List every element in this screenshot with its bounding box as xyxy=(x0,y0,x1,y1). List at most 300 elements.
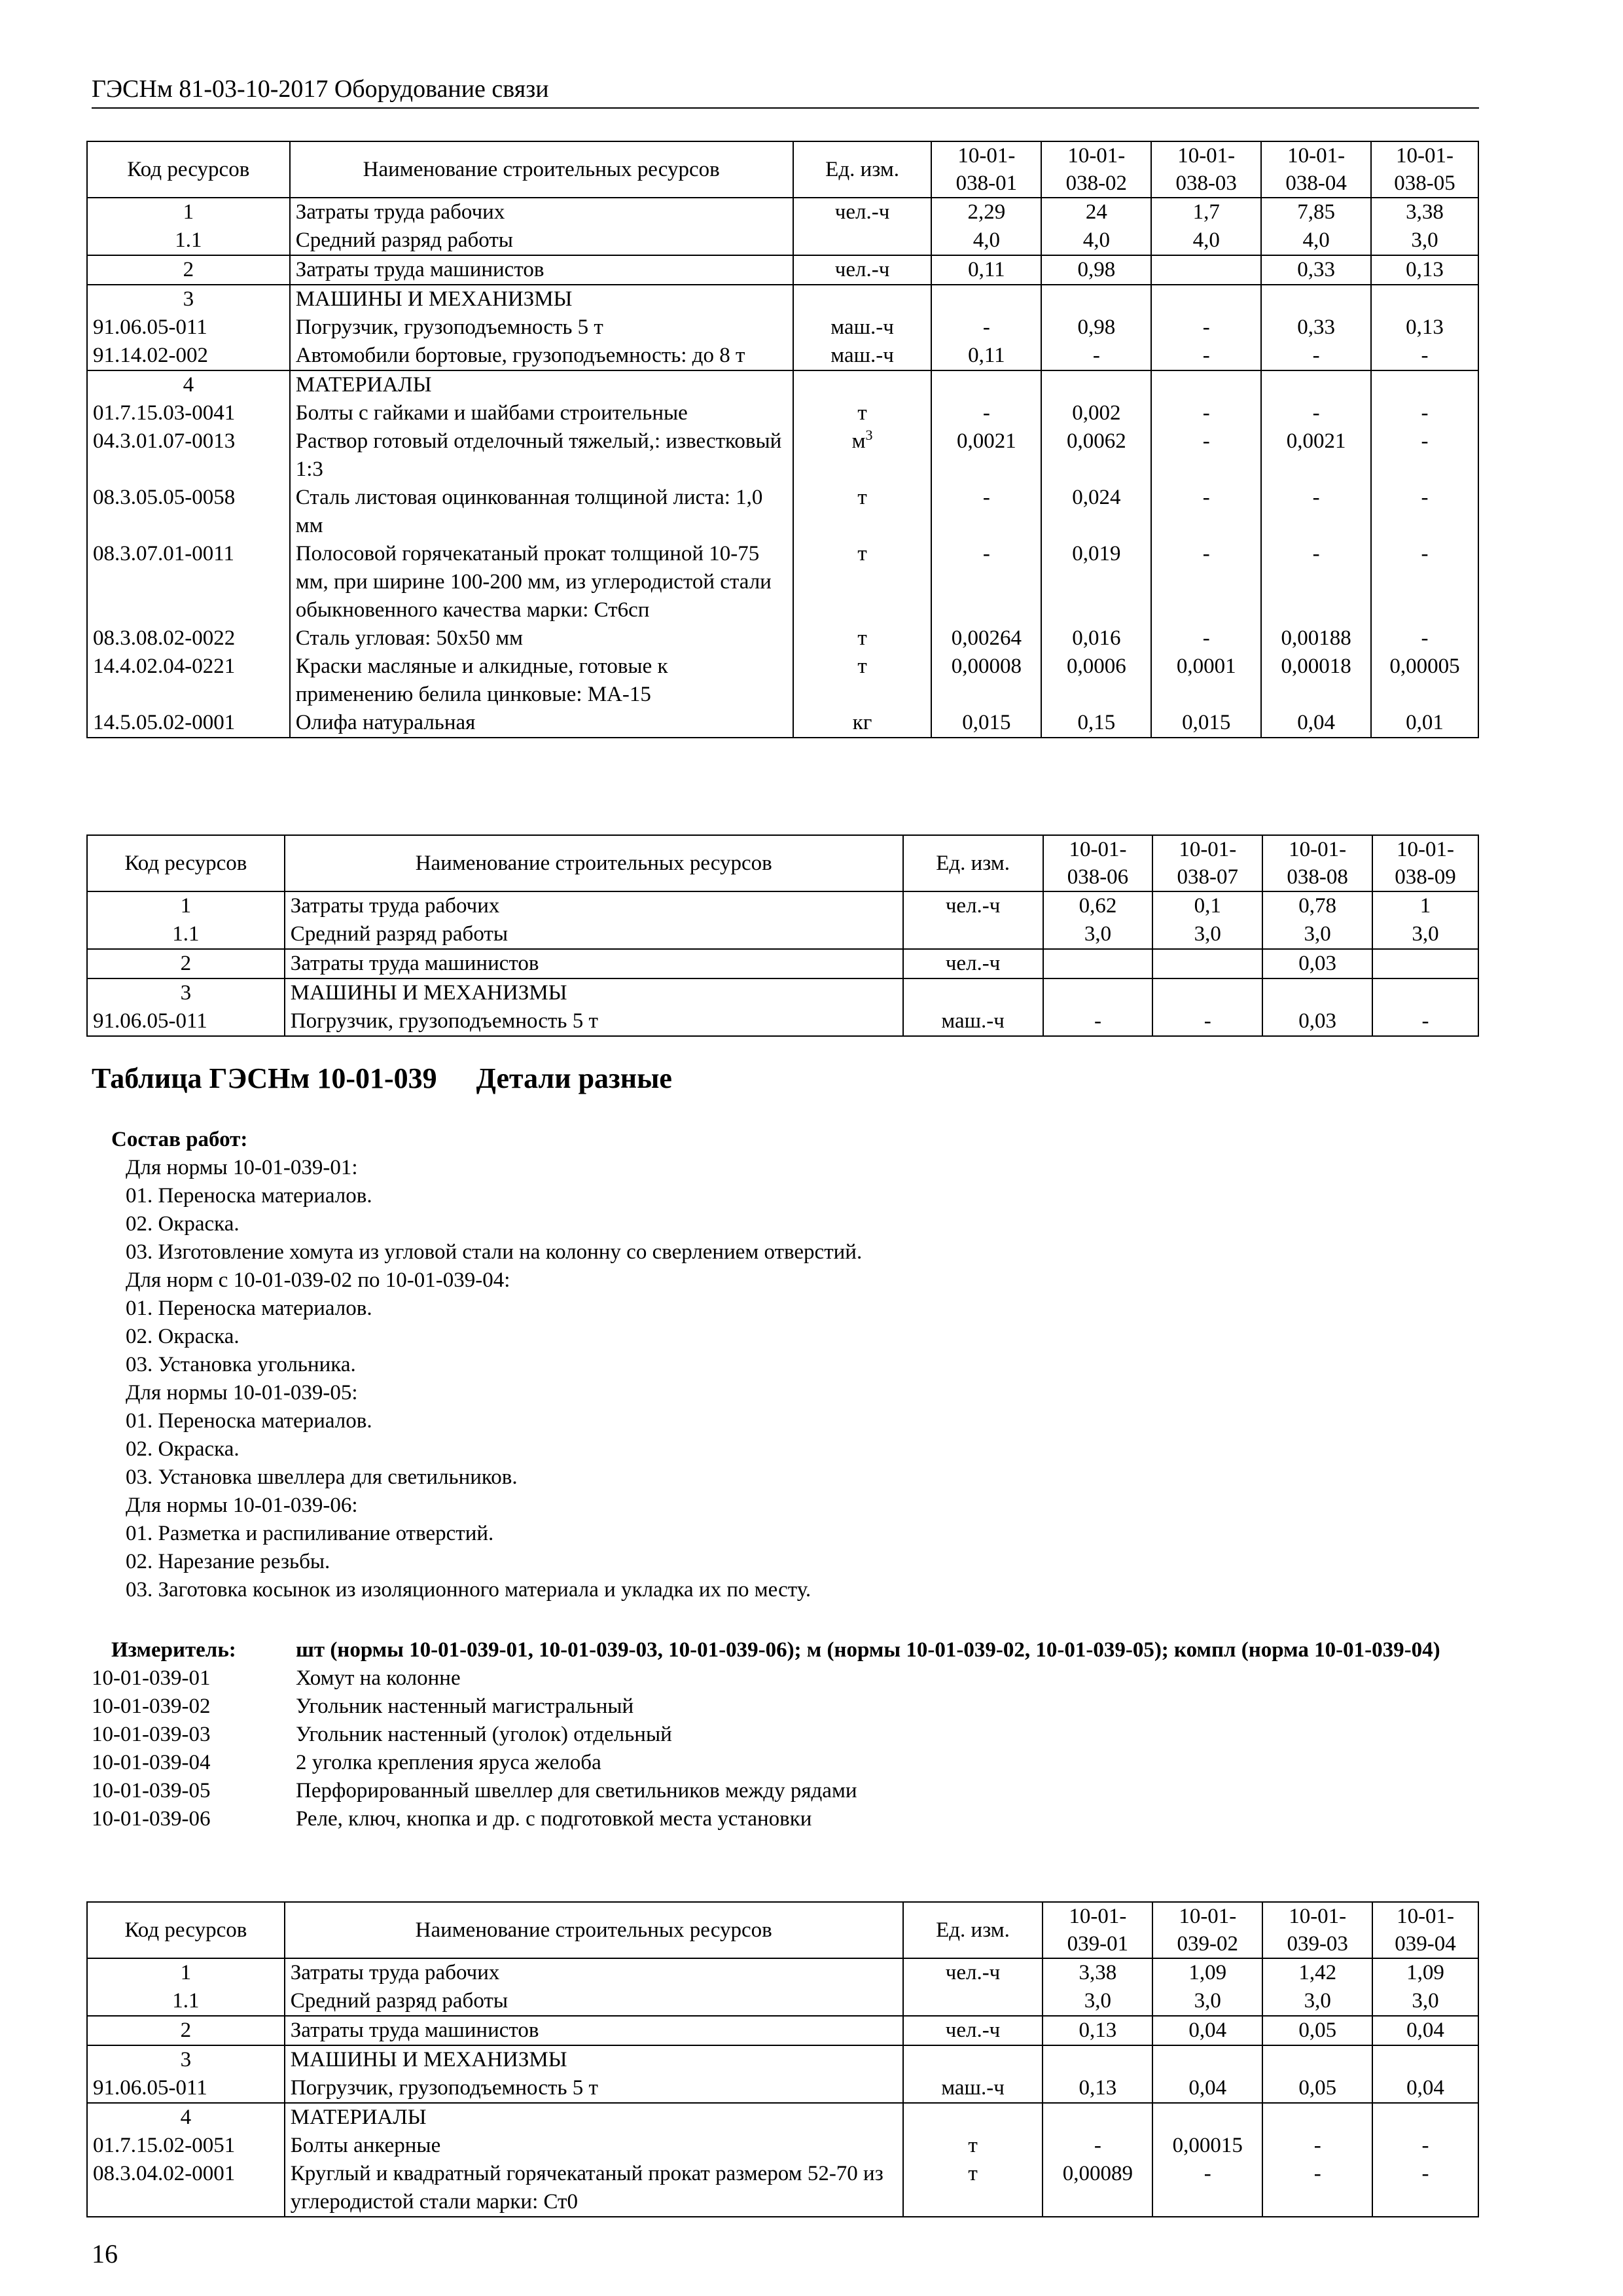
composition-item: 01. Переноска материалов. xyxy=(126,1184,372,1208)
resource-code: 1 xyxy=(87,198,290,226)
resource-code: 3 xyxy=(87,2045,285,2074)
resource-code: 01.7.15.02-0051 xyxy=(87,2132,285,2160)
unit xyxy=(903,2045,1043,2074)
resource-code: 3 xyxy=(87,285,290,314)
unit: маш.-ч xyxy=(793,314,932,342)
composition-item: 03. Установка угольника. xyxy=(126,1353,356,1376)
table-row xyxy=(87,198,1478,226)
norm-item xyxy=(92,1805,1479,1833)
column-header: Ед. изм. xyxy=(793,141,932,198)
resource-code: 14.4.02.04-0221 xyxy=(87,653,290,709)
composition-item: 02. Окраска. xyxy=(126,1437,240,1461)
norm-value: - xyxy=(1152,2160,1262,2217)
composition-item: 03. Установка швеллера для светильников. xyxy=(126,1465,518,1489)
composition-item: 01. Разметка и распиливание отверстий. xyxy=(126,1522,494,1545)
table-row xyxy=(87,427,1478,484)
composition-item: 01. Переноска материалов. xyxy=(126,1409,372,1433)
table-row xyxy=(87,2074,1478,2103)
column-header: 10-01- 039-04 xyxy=(1372,1902,1478,1958)
norm-value: 3,0 xyxy=(1262,1987,1372,2016)
norm-value: 0,00264 xyxy=(931,624,1041,653)
norm-value xyxy=(931,370,1041,399)
unit: маш.-ч xyxy=(903,1007,1043,1036)
resource-name: МАШИНЫ И МЕХАНИЗМЫ xyxy=(290,285,793,314)
resource-name: МАШИНЫ И МЕХАНИЗМЫ xyxy=(285,2045,903,2074)
norm-value: 0,00089 xyxy=(1043,2160,1152,2217)
norm-value: 1,09 xyxy=(1372,1958,1478,1987)
unit xyxy=(793,226,932,255)
resource-code: 1.1 xyxy=(87,226,290,255)
norm-value xyxy=(1152,2103,1262,2132)
norm-value xyxy=(1043,2045,1152,2074)
norm-value: - xyxy=(1262,2160,1372,2217)
meter-block xyxy=(92,1636,1479,1833)
meter-value: шт (нормы 10-01-039-01, 10-01-039-03, 10-01-039-06); м (нормы 10-01-039-02, 10-01-039-05); компл (норма 10-01-039-04) xyxy=(296,1638,1440,1662)
unit: т xyxy=(793,540,932,624)
norm-value: 0,024 xyxy=(1041,484,1151,540)
norm-value: 4,0 xyxy=(1261,226,1371,255)
resource-code: 2 xyxy=(87,949,285,978)
norm-item xyxy=(92,1721,1479,1749)
table-row xyxy=(87,2132,1478,2160)
norm-value xyxy=(1152,978,1262,1007)
column-header: 10-01- 038-07 xyxy=(1152,835,1262,891)
norm-value xyxy=(1372,949,1478,978)
norm-value xyxy=(1372,2045,1478,2074)
norm-value: 0,0021 xyxy=(1261,427,1371,484)
norm-code: 10-01-039-03 xyxy=(92,1723,211,1746)
unit xyxy=(793,285,932,314)
norm-value: 0,13 xyxy=(1043,2016,1152,2045)
table-row xyxy=(87,2160,1478,2217)
table-row xyxy=(87,1007,1478,1036)
resource-name: МАТЕРИАЛЫ xyxy=(290,370,793,399)
norm-value: 3,0 xyxy=(1043,920,1153,949)
norm-value xyxy=(1041,285,1151,314)
norm-value: 0,15 xyxy=(1041,709,1151,738)
norm-value xyxy=(1262,2103,1372,2132)
column-header: 10-01- 038-04 xyxy=(1261,141,1371,198)
column-header: 10-01- 039-01 xyxy=(1043,1902,1152,1958)
norm-value xyxy=(1261,370,1371,399)
norm-value: 0,0006 xyxy=(1041,653,1151,709)
table-row xyxy=(87,2045,1478,2074)
meter-row xyxy=(92,1636,1479,1664)
norm-value: 0,11 xyxy=(931,255,1041,285)
resource-code: 08.3.08.02-0022 xyxy=(87,624,290,653)
norm-value: 3,0 xyxy=(1262,920,1372,949)
norm-value: 2,29 xyxy=(931,198,1041,226)
unit: чел.-ч xyxy=(793,198,932,226)
resource-code: 91.06.05-011 xyxy=(87,1007,285,1036)
norm-value: 0,00008 xyxy=(931,653,1041,709)
page-number: 16 xyxy=(92,2239,118,2269)
norm-value: 0,33 xyxy=(1261,255,1371,285)
unit: т xyxy=(793,653,932,709)
norm-value: - xyxy=(1262,2132,1372,2160)
norm-description: Хомут на колонне xyxy=(296,1666,461,1690)
table-row xyxy=(87,653,1478,709)
norm-value: 1 xyxy=(1372,891,1478,920)
table-row xyxy=(87,1958,1478,1987)
unit: $м^3$ xyxy=(793,427,932,484)
norm-value: - xyxy=(931,484,1041,540)
unit: т xyxy=(903,2160,1043,2217)
norm-value: 4,0 xyxy=(1041,226,1151,255)
norm-value xyxy=(1151,255,1261,285)
column-header: Код ресурсов xyxy=(87,835,285,891)
norm-value xyxy=(1262,2045,1372,2074)
resource-name: Краски масляные и алкидные, готовые к применению белила цинковые: МА-15 xyxy=(290,653,793,709)
unit-exponent: 3 xyxy=(865,427,873,443)
composition-item: 01. Переноска материалов. xyxy=(126,1297,372,1320)
resource-name: Затраты труда рабочих xyxy=(285,891,903,920)
norm-value xyxy=(1151,370,1261,399)
resource-name: Болты с гайками и шайбами строительные xyxy=(290,399,793,427)
resource-name: Погрузчик, грузоподъемность 5 т xyxy=(285,2074,903,2103)
norm-value: - xyxy=(1371,427,1478,484)
unit xyxy=(903,978,1043,1007)
table-row xyxy=(87,949,1478,978)
table-row xyxy=(87,540,1478,624)
column-header: 10-01- 038-05 xyxy=(1371,141,1478,198)
norm-value: 0,13 xyxy=(1371,314,1478,342)
table-row xyxy=(87,920,1478,949)
norm-value: 0,04 xyxy=(1261,709,1371,738)
unit: т xyxy=(793,624,932,653)
unit xyxy=(793,370,932,399)
resource-code: 01.7.15.03-0041 xyxy=(87,399,290,427)
unit xyxy=(903,920,1043,949)
norm-value: - xyxy=(1151,399,1261,427)
meter-label: Измеритель: xyxy=(111,1638,236,1662)
norm-value: 3,38 xyxy=(1043,1958,1152,1987)
norm-value: 4,0 xyxy=(1151,226,1261,255)
norm-value: - xyxy=(1151,624,1261,653)
norm-value: 0,05 xyxy=(1262,2016,1372,2045)
composition-item: 02. Нарезание резьбы. xyxy=(126,1550,330,1573)
norm-value: 0,78 xyxy=(1262,891,1372,920)
table-row xyxy=(87,342,1478,370)
norm-value: 0,00015 xyxy=(1152,2132,1262,2160)
resource-code: 1 xyxy=(87,891,285,920)
norm-value: 0,11 xyxy=(931,342,1041,370)
norm-value: 4,0 xyxy=(931,226,1041,255)
table-row xyxy=(87,1987,1478,2016)
resource-code: 1 xyxy=(87,1958,285,1987)
norm-item xyxy=(92,1693,1479,1721)
norm-value: - xyxy=(1261,399,1371,427)
column-header: Код ресурсов xyxy=(87,141,290,198)
norm-value: 0,04 xyxy=(1372,2074,1478,2103)
norm-value: 0,04 xyxy=(1372,2016,1478,2045)
table-row xyxy=(87,2016,1478,2045)
resource-name: МАШИНЫ И МЕХАНИЗМЫ xyxy=(285,978,903,1007)
norm-value: 0,00005 xyxy=(1371,653,1478,709)
table-row xyxy=(87,891,1478,920)
unit: чел.-ч xyxy=(903,891,1043,920)
norm-description: Угольник настенный магистральный xyxy=(296,1695,634,1718)
norm-value xyxy=(1261,285,1371,314)
table-header-row xyxy=(87,1902,1478,1958)
table-row xyxy=(87,370,1478,399)
resource-code: 04.3.01.07-0013 xyxy=(87,427,290,484)
norm-value: - xyxy=(1151,342,1261,370)
resource-code: 08.3.05.05-0058 xyxy=(87,484,290,540)
resource-code: 91.14.02-002 xyxy=(87,342,290,370)
resource-name: Олифа натуральная xyxy=(290,709,793,738)
resource-code: 14.5.05.02-0001 xyxy=(87,709,290,738)
norm-value: 0,0021 xyxy=(931,427,1041,484)
composition-item: 03. Изготовление хомута из угловой стали на колонну со сверлением отверстий. xyxy=(126,1240,863,1264)
norm-value: - xyxy=(1372,1007,1478,1036)
composition-item: Для норм с 10-01-039-02 по 10-01-039-04: xyxy=(126,1268,510,1292)
norm-value: - xyxy=(1043,1007,1153,1036)
norm-value: 0,019 xyxy=(1041,540,1151,624)
resource-name: Сталь угловая: 50х50 мм xyxy=(290,624,793,653)
norm-value: 3,0 xyxy=(1372,920,1478,949)
resource-code: 91.06.05-011 xyxy=(87,2074,285,2103)
running-header: ГЭСНм 81-03-10-2017 Оборудование связи xyxy=(92,73,1479,109)
norm-value: - xyxy=(931,540,1041,624)
norm-value: 0,03 xyxy=(1262,949,1372,978)
table-row xyxy=(87,226,1478,255)
work-composition xyxy=(111,1126,1420,1604)
resource-code: 4 xyxy=(87,2103,285,2132)
norm-value: 0,015 xyxy=(1151,709,1261,738)
norm-value: - xyxy=(931,399,1041,427)
resource-name: Затраты труда машинистов xyxy=(285,949,903,978)
resource-code: 4 xyxy=(87,370,290,399)
norm-value: - xyxy=(1261,540,1371,624)
column-header: 10-01- 039-02 xyxy=(1152,1902,1262,1958)
unit: чел.-ч xyxy=(903,2016,1043,2045)
norm-value: - xyxy=(1371,484,1478,540)
composition-list xyxy=(111,1154,1420,1604)
norm-item xyxy=(92,1664,1479,1693)
norm-value xyxy=(931,285,1041,314)
norm-value xyxy=(1043,2103,1152,2132)
norm-value xyxy=(1152,2045,1262,2074)
norm-value: 3,0 xyxy=(1152,1987,1262,2016)
norm-value: 0,04 xyxy=(1152,2016,1262,2045)
norm-value: 0,015 xyxy=(931,709,1041,738)
resource-name: Затраты труда рабочих xyxy=(285,1958,903,1987)
norm-value: - xyxy=(1261,484,1371,540)
resources-table-038-01-05 xyxy=(86,141,1479,738)
section-title xyxy=(92,1060,672,1097)
norm-code: 10-01-039-05 xyxy=(92,1779,211,1803)
composition-item: Для нормы 10-01-039-01: xyxy=(126,1156,358,1179)
norm-value: - xyxy=(1261,342,1371,370)
column-header: Ед. изм. xyxy=(903,1902,1043,1958)
composition-item: 02. Окраска. xyxy=(126,1212,240,1236)
resource-code: 08.3.04.02-0001 xyxy=(87,2160,285,2217)
resource-name: Затраты труда рабочих xyxy=(290,198,793,226)
norm-value: 3,0 xyxy=(1043,1987,1152,2016)
column-header: 10-01- 038-01 xyxy=(931,141,1041,198)
resources-table-039-01-04 xyxy=(86,1901,1479,2217)
norm-value: 1,09 xyxy=(1152,1958,1262,1987)
resource-code: 1.1 xyxy=(87,920,285,949)
norm-value: 0,01 xyxy=(1371,709,1478,738)
unit: кг xyxy=(793,709,932,738)
resource-name: МАТЕРИАЛЫ xyxy=(285,2103,903,2132)
norm-value xyxy=(1372,978,1478,1007)
section-title-name: Детали разные xyxy=(476,1062,672,1094)
norm-code: 10-01-039-04 xyxy=(92,1751,211,1774)
unit: т xyxy=(903,2132,1043,2160)
column-header: 10-01- 038-09 xyxy=(1372,835,1478,891)
table-row xyxy=(87,314,1478,342)
unit: чел.-ч xyxy=(903,1958,1043,1987)
resource-name: Средний разряд работы xyxy=(285,920,903,949)
unit xyxy=(903,1987,1043,2016)
norm-value xyxy=(1043,978,1153,1007)
norm-value: 3,0 xyxy=(1152,920,1262,949)
norm-value: - xyxy=(1371,624,1478,653)
norm-value: 0,002 xyxy=(1041,399,1151,427)
resource-code: 1.1 xyxy=(87,1987,285,2016)
norm-item xyxy=(92,1749,1479,1777)
resource-name: Средний разряд работы xyxy=(285,1987,903,2016)
norm-value: 24 xyxy=(1041,198,1151,226)
composition-item: 02. Окраска. xyxy=(126,1325,240,1348)
column-header: Наименование строительных ресурсов xyxy=(285,835,903,891)
table-row xyxy=(87,624,1478,653)
norm-value xyxy=(1043,949,1153,978)
column-header: Наименование строительных ресурсов xyxy=(285,1902,903,1958)
norm-value: - xyxy=(1371,399,1478,427)
section-title-code: Таблица ГЭСНм 10-01-039 xyxy=(92,1062,437,1094)
resource-code: 2 xyxy=(87,255,290,285)
norm-description: Реле, ключ, кнопка и др. с подготовкой места установки xyxy=(296,1807,812,1831)
norm-description: Перфорированный швеллер для светильников между рядами xyxy=(296,1779,857,1803)
norm-value: 3,38 xyxy=(1371,198,1478,226)
norm-value: 0,05 xyxy=(1262,2074,1372,2103)
norm-value: - xyxy=(1151,427,1261,484)
column-header: Наименование строительных ресурсов xyxy=(290,141,793,198)
norm-value: - xyxy=(1371,540,1478,624)
table-row xyxy=(87,2103,1478,2132)
norm-value xyxy=(1152,949,1262,978)
norm-value: - xyxy=(1372,2160,1478,2217)
norm-value: - xyxy=(1151,314,1261,342)
norm-value xyxy=(1371,285,1478,314)
norm-value: 0,0001 xyxy=(1151,653,1261,709)
norm-description: Угольник настенный (уголок) отдельный xyxy=(296,1723,672,1746)
resource-name: Погрузчик, грузоподъемность 5 т xyxy=(290,314,793,342)
norm-value: 0,33 xyxy=(1261,314,1371,342)
norm-value xyxy=(1371,370,1478,399)
norm-value: - xyxy=(1041,342,1151,370)
resource-name: Болты анкерные xyxy=(285,2132,903,2160)
norm-item xyxy=(92,1777,1479,1805)
norm-value: 0,1 xyxy=(1152,891,1262,920)
unit: т xyxy=(793,484,932,540)
resource-name: Круглый и квадратный горячекатаный прокат размером 52-70 из углеродистой стали марки: Ст0 xyxy=(285,2160,903,2217)
norm-value xyxy=(1262,978,1372,1007)
norm-code: 10-01-039-06 xyxy=(92,1807,211,1831)
norm-value: 0,03 xyxy=(1262,1007,1372,1036)
norm-value: - xyxy=(1151,484,1261,540)
norm-description: 2 уголка крепления яруса желоба xyxy=(296,1751,601,1774)
norm-value: 0,62 xyxy=(1043,891,1153,920)
norm-value: - xyxy=(1371,342,1478,370)
table-row xyxy=(87,709,1478,738)
table-row xyxy=(87,399,1478,427)
unit: чел.-ч xyxy=(903,949,1043,978)
resource-code: 91.06.05-011 xyxy=(87,314,290,342)
resource-name: Затраты труда машинистов xyxy=(290,255,793,285)
composition-item: 03. Заготовка косынок из изоляционного материала и укладка их по месту. xyxy=(126,1578,812,1602)
table-row xyxy=(87,285,1478,314)
norm-value: 0,98 xyxy=(1041,314,1151,342)
norm-value: - xyxy=(1151,540,1261,624)
norm-value: - xyxy=(1152,1007,1262,1036)
composition-item: Для нормы 10-01-039-06: xyxy=(126,1494,358,1517)
norm-code: 10-01-039-01 xyxy=(92,1666,211,1690)
column-header: Ед. изм. xyxy=(903,835,1043,891)
table-row xyxy=(87,255,1478,285)
composition-item: Для нормы 10-01-039-05: xyxy=(126,1381,358,1405)
norm-value: 1,7 xyxy=(1151,198,1261,226)
norm-value: 1,42 xyxy=(1262,1958,1372,1987)
resource-name: Сталь листовая оцинкованная толщиной листа: 1,0 мм xyxy=(290,484,793,540)
column-header: 10-01- 038-06 xyxy=(1043,835,1153,891)
table-row xyxy=(87,978,1478,1007)
column-header: Код ресурсов xyxy=(87,1902,285,1958)
table-row xyxy=(87,484,1478,540)
norm-value xyxy=(1151,285,1261,314)
unit: маш.-ч xyxy=(903,2074,1043,2103)
unit: т xyxy=(793,399,932,427)
table-header-row xyxy=(87,141,1478,198)
norm-value: 0,016 xyxy=(1041,624,1151,653)
resources-table-038-06-09 xyxy=(86,834,1479,1037)
unit xyxy=(903,2103,1043,2132)
norm-value: - xyxy=(1372,2132,1478,2160)
norm-value: 3,0 xyxy=(1371,226,1478,255)
composition-label: Состав работ: xyxy=(111,1128,248,1151)
resource-name: Погрузчик, грузоподъемность 5 т xyxy=(285,1007,903,1036)
resource-code: 08.3.07.01-0011 xyxy=(87,540,290,624)
norm-value: 3,0 xyxy=(1372,1987,1478,2016)
norm-value: - xyxy=(1043,2132,1152,2160)
norm-value: - xyxy=(931,314,1041,342)
norm-value: 0,00018 xyxy=(1261,653,1371,709)
norm-value: 0,13 xyxy=(1043,2074,1152,2103)
resource-name: Раствор готовый отделочный тяжелый,: известковый 1:3 xyxy=(290,427,793,484)
norm-value: 0,13 xyxy=(1371,255,1478,285)
norm-value: 0,0062 xyxy=(1041,427,1151,484)
column-header: 10-01- 038-08 xyxy=(1262,835,1372,891)
resource-name: Автомобили бортовые, грузоподъемность: до 8 т xyxy=(290,342,793,370)
column-header: 10-01- 039-03 xyxy=(1262,1902,1372,1958)
norm-code: 10-01-039-02 xyxy=(92,1695,211,1718)
norm-value xyxy=(1372,2103,1478,2132)
resource-code: 2 xyxy=(87,2016,285,2045)
unit: чел.-ч xyxy=(793,255,932,285)
resource-name: Средний разряд работы xyxy=(290,226,793,255)
resource-name: Полосовой горячекатаный прокат толщиной 10-75 мм, при ширине 100-200 мм, из углеродистой стали обыкновенного качества марки: Ст6сп xyxy=(290,540,793,624)
norm-value xyxy=(1041,370,1151,399)
norm-value: 0,04 xyxy=(1152,2074,1262,2103)
resource-name: Затраты труда машинистов xyxy=(285,2016,903,2045)
unit: маш.-ч xyxy=(793,342,932,370)
column-header: 10-01- 038-02 xyxy=(1041,141,1151,198)
resource-code: 3 xyxy=(87,978,285,1007)
